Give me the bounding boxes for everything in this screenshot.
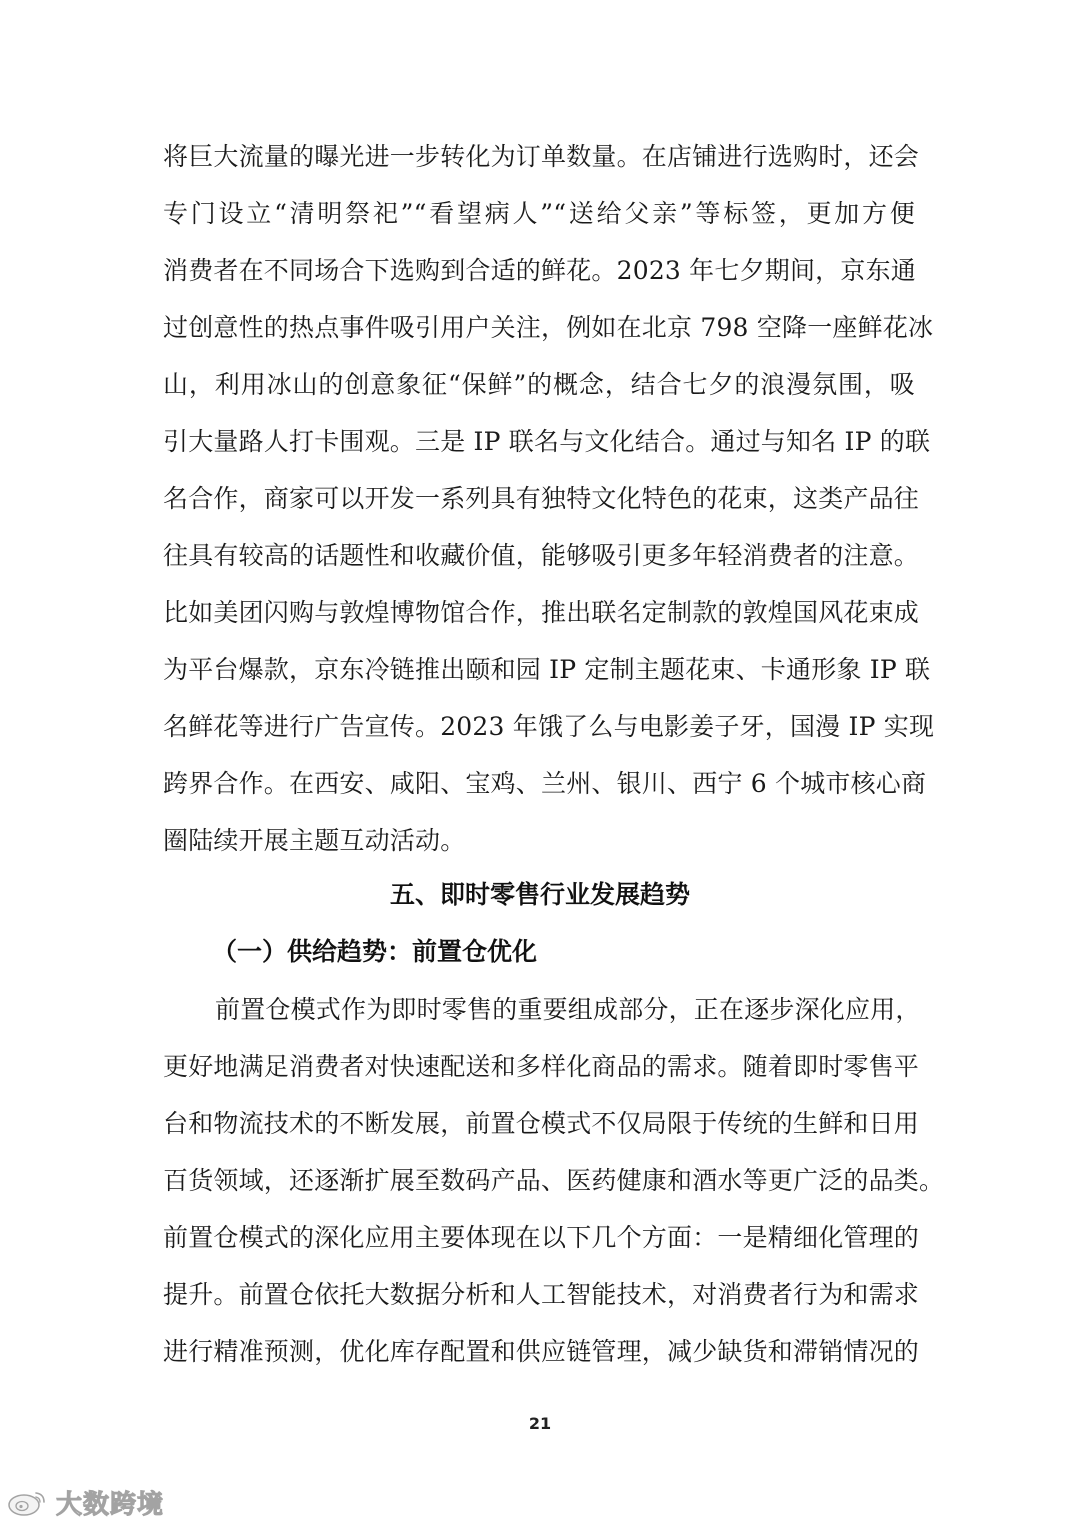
paragraph-1-line: 名鲜花等进行广告宣传。2023 年饿了么与电影姜子牙，国漫 IP 实现 [163,712,935,741]
paragraph-1-line: 圈陆续开展主题互动活动。 [163,826,466,855]
sub-heading: （一）供给趋势：前置仓优化 [212,937,538,966]
paragraph-1-line: 为平台爆款，京东冷链推出颐和园 IP 定制主题花束、卡通形象 IP 联 [163,655,931,684]
paragraph-1-line: 消费者在不同场合下选购到合适的鲜花。2023 年七夕期间，京东通 [163,256,916,285]
paragraph-1-line: 山，利用冰山的创意象征“保鲜”的概念，结合七夕的浪漫氛围，吸 [163,370,915,399]
paragraph-1-line: 往具有较高的话题性和收藏价值，能够吸引更多年轻消费者的注意。 [163,541,920,570]
paragraph-2-line: 台和物流技术的不断发展，前置仓模式不仅局限于传统的生鲜和日用 [163,1109,920,1138]
paragraph-2-line: 前置仓模式的深化应用主要体现在以下几个方面：一是精细化管理的 [163,1223,920,1252]
weibo-logo-icon [6,1487,50,1517]
paragraph-1-line: 专门设立“清明祭祀”“看望病人”“送给父亲”等标签，更加方便 [163,199,915,228]
paragraph-2-line: 百货领域，还逐渐扩展至数码产品、医药健康和酒水等更广泛的品类。 [163,1166,945,1195]
section-heading: 五、即时零售行业发展趋势 [389,880,690,909]
watermark-text: 大数跨境 [56,1489,165,1520]
paragraph-1-line: 将巨大流量的曝光进一步转化为订单数量。在店铺进行选购时，还会 [163,142,920,171]
paragraph-1-line: 比如美团闪购与敦煌博物馆合作，推出联名定制款的敦煌国风花束成 [163,598,920,627]
paragraph-2-line: 更好地满足消费者对快速配送和多样化商品的需求。随着即时零售平 [163,1052,920,1081]
paragraph-1-line: 名合作，商家可以开发一系列具有独特文化特色的花束，这类产品往 [163,484,920,513]
paragraph-1-line: 引大量路人打卡围观。三是 IP 联名与文化结合。通过与知名 IP 的联 [163,427,931,456]
paragraph-1-line: 跨界合作。在西安、咸阳、宝鸡、兰州、银川、西宁 6 个城市核心商 [163,769,927,798]
paragraph-2-line: 前置仓模式作为即时零售的重要组成部分，正在逐步深化应用， [215,995,921,1024]
paragraph-2-line: 进行精准预测，优化库存配置和供应链管理，减少缺货和滞销情况的 [163,1337,920,1366]
paragraph-2-line: 提升。前置仓依托大数据分析和人工智能技术，对消费者行为和需求 [163,1280,920,1309]
paragraph-1-line: 过创意性的热点事件吸引用户关注，例如在北京 798 空降一座鲜花冰 [163,313,934,342]
watermark [6,1484,164,1520]
page-number: 21 [528,1414,552,1433]
